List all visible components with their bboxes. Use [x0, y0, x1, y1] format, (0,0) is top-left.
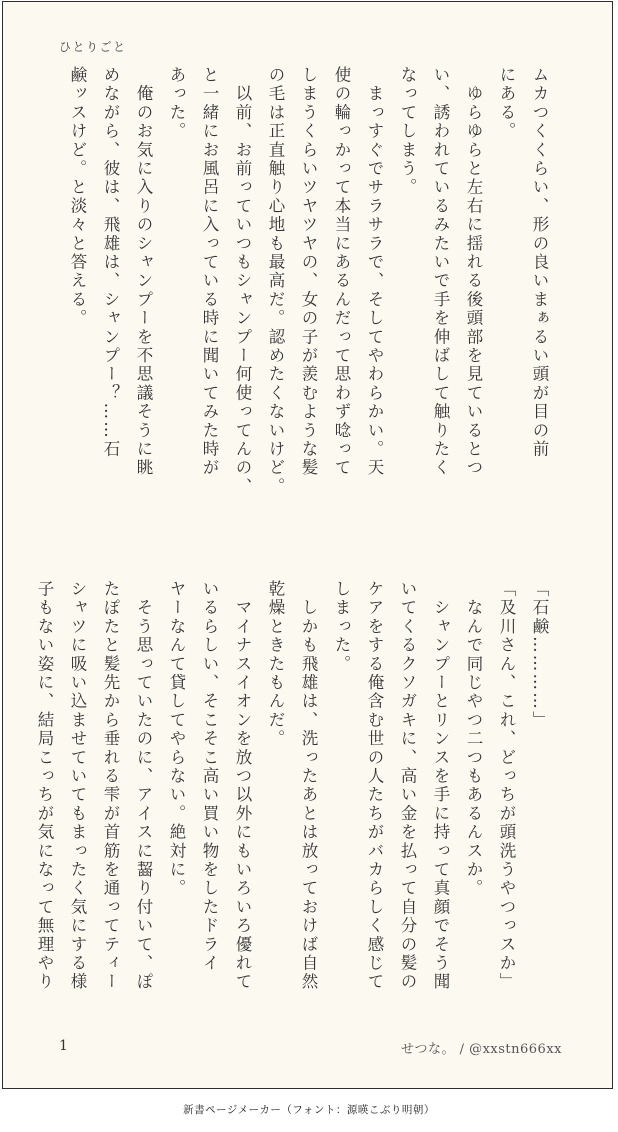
text-line: なってしまう。 [398, 66, 417, 197]
text-line: の毛は正直触り心地も最高だ。認めたくないけど。 [266, 66, 285, 497]
maker-credit: 新書ページメーカー（フォント：源暎こぶり明朝） [183, 1104, 435, 1116]
text-line: しまうくらいツヤツヤの、女の子が羨むような髪 [299, 66, 318, 478]
text-line: ムカつくくらい、形の良いまぁるい頭が目の前 [530, 66, 549, 459]
text-line: 乾燥ときたもんだ。 [266, 580, 285, 749]
text-line: シャンプーとリンスを手に持って真顔でそう聞 [431, 580, 450, 992]
page-number: 1 [59, 1038, 68, 1054]
text-line: まっすぐでサラサラで、そしてやわらかい。天 [365, 66, 384, 478]
text-line: 俺のお気に入りのシャンプーを不思議そうに眺 [134, 66, 153, 478]
author-credit: せつな。 / @xxstn666xx [400, 1042, 562, 1057]
text-line: しかも飛雄は、洗ったあとは放っておけば自然 [299, 580, 318, 992]
text-line: いるらしい、そこそこ高い買い物をしたドライ [200, 580, 219, 973]
text-line: なんで同じやつ二つもあるんスか。 [464, 580, 483, 898]
text-line: ケアをする俺含む世の人たちがバカらしく感じて [365, 580, 384, 992]
text-line: 鹸ッスけど。と淡々と答える。 [68, 66, 87, 328]
text-line: 「石鹸…………」 [530, 580, 549, 730]
text-line: 「及川さん、これ、どっちが頭洗うやつっスか」 [497, 580, 516, 992]
text-line: ゆらゆらと左右に揺れる後頭部を見ているとつ [464, 66, 483, 478]
text-line: ヤーなんて貸してやらない。絶対に。 [167, 580, 186, 898]
bottom-text-block [28, 580, 556, 1020]
text-line: 子もない姿に、結局こっちが気になって無理やり [35, 580, 54, 992]
text-line: と一緒にお風呂に入っている時に聞いてみた時が [200, 66, 219, 478]
text-line: たぽたと髪先から垂れる雫が首筋を通ってティー [101, 580, 120, 992]
book-page [2, 1, 613, 1089]
text-line: にある。 [497, 66, 516, 141]
page-title: ひとりごと [59, 40, 127, 54]
text-line: めながら、彼は、飛雄は、シャンプー？……石 [101, 66, 120, 459]
text-line: マイナスイオンを放つ以外にもいろいろ優れて [233, 580, 252, 992]
text-line: あった。 [167, 66, 186, 141]
text-line: しまった。 [332, 580, 351, 674]
text-line: いてくるクソガキに、高い金を払って自分の髪の [398, 580, 417, 992]
top-text-block [61, 66, 556, 506]
text-line: い、誘われているみたいで手を伸ばして触りたく [431, 66, 450, 478]
text-line: 以前、お前っていつもシャンプー何使ってんの、 [233, 66, 252, 497]
text-line: 使の輪っかって本当にあるんだって思わず唸って [332, 66, 351, 478]
text-line: シャツに吸い込ませていてもまったく気にする様 [68, 580, 87, 992]
text-line: そう思っていたのに、アイスに齧り付いて、ぽ [134, 580, 153, 992]
